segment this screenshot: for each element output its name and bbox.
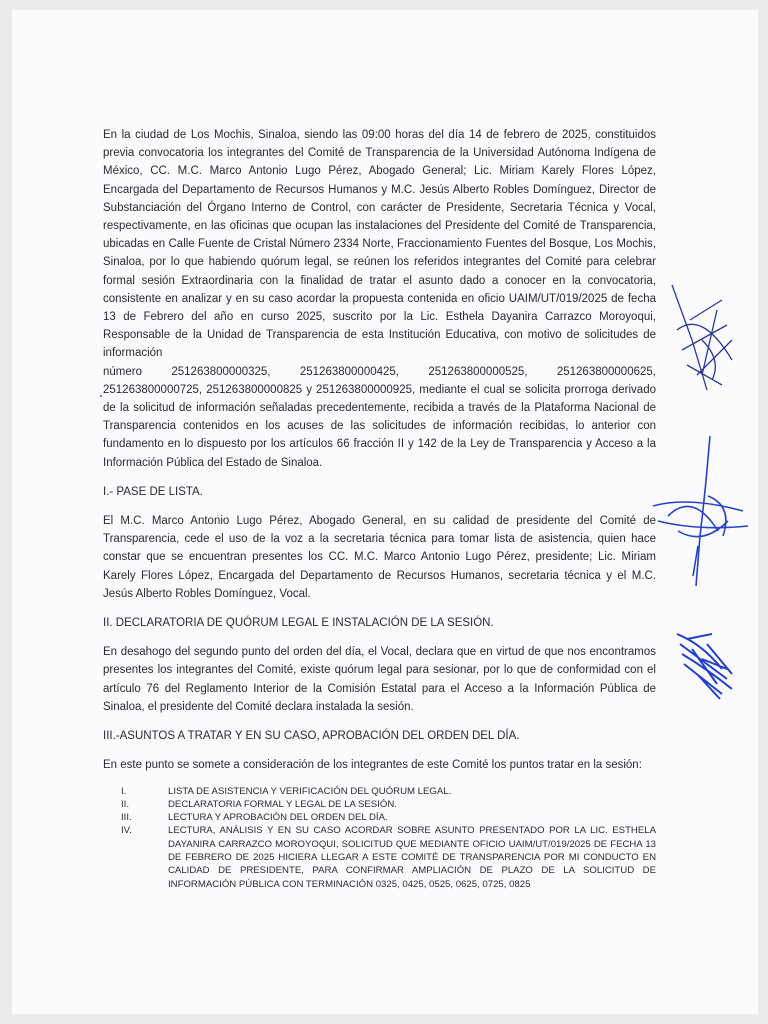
intro-paragraph-end: 251263800000725, 251263800000825 y 251263800000925, mediante el cual se solicita prorroga derivado de la solicitud de información señaladas precedentemente, recibida a través de la Plataforma Nacional de Transparencia contenidos en los acuses de las solicitudes de información recibidas, lo anterior con fundamento en lo dispuesto por los artículos 66 fracción II y 142 de la Ley de Transparencia y Acceso a la Información Pública del Estado de Sinaloa. (103, 383, 656, 469)
agenda-list (121, 785, 656, 891)
signature-1 (662, 280, 742, 400)
intro-paragraph: En la ciudad de Los Mochis, Sinaloa, siendo las 09:00 horas del día 14 de febrero de 2025, constituidos previa convocatoria los integrantes del Comité de Transparencia de la Universidad Autónoma Indígena de México, CC. M.C. Marco Antonio Lugo Pérez, Abogado General; Lic. Miriam Karely Flores López, Encargada del Departamento de Recursos Humanos y M.C. Jesús Alberto Robles Domínguez, Director de Substanciación del Órgano Interno de Control, con carácter de Presidente, Secretaria Técnica y Vocal, respectivamente, en las oficinas que ocupan las instalaciones del Presidente del Comité de Transparencia, ubicadas en Calle Fuente de Cristal Número 2334 Norte, Fraccionamiento Fuentes del Bosque, Los Mochis, Sinaloa, por lo que habiendo quórum legal, se reúnen los referidos integrantes del Comité para celebrar formal sesión Extraordinaria con la finalidad de tratar el asunto dado a conocer en la convocatoria, consistente en analizar y en su caso acordar la propuesta contenida en oficio UAIM/UT/019/2025 de fecha 13 de Febrero del año en curso 2025, suscrito por la Lic. Esthela Dayanira Carrazco Moroyoqui, Responsable de la Unidad de Transparencia de esta Institución Educativa, con motivo de solicitudes de información (103, 129, 656, 360)
request-numbers-line: número 251263800000325, 251263800000425, 251263800000525, 251263800000625, (103, 365, 656, 378)
agenda-item-number: I. (121, 785, 127, 797)
agenda-item-text: DECLARATORIA FORMAL Y LEGAL DE LA SESIÓN. (168, 798, 397, 810)
agenda-item (121, 824, 656, 890)
agenda-item (121, 811, 656, 824)
section-3-text: En este punto se somete a consideración de los integrantes de este Comité los puntos tratar en la sesión: (103, 759, 642, 772)
stray-mark (100, 395, 102, 397)
section-3-title: III.-ASUNTOS A TRATAR Y EN SU CASO, APROBACIÓN DEL ORDEN DEL DÍA. (103, 730, 520, 743)
agenda-item-number: II. (121, 798, 129, 810)
section-2-title: II. DECLARATORIA DE QUÓRUM LEGAL E INSTALACIÓN DE LA SESIÓN. (103, 617, 494, 630)
section-2-text: En desahogo del segundo punto del orden del día, el Vocal, declara que en virtud de que nos encontramos presentes los integrantes del Comité, existe quórum legal para sesionar, por lo que de conformidad con el artículo 76 del Reglamento Interior de la Comisión Estatal para el Acceso a la Información Pública de Sinaloa, el presidente del Comité declara instalada la sesión. (103, 646, 656, 713)
section-1-title: I.- PASE DE LISTA. (103, 485, 203, 498)
agenda-item-text: LISTA DE ASISTENCIA Y VERIFICACIÓN DEL QUÓRUM LEGAL. (168, 785, 452, 797)
agenda-item-number: IV. (121, 825, 132, 837)
signature-2 (648, 436, 758, 596)
agenda-item (121, 798, 656, 811)
agenda-item-text: LECTURA, ANÁLISIS Y EN SU CASO ACORDAR SOBRE ASUNTO PRESENTADO POR LA LIC. ESTHELA DAYANIRA CARRAZCO MOROYOQUI, SOLICITUD QUE MEDIANTE OFICIO UAIM/UT/019/2025 DE FECHA 13 DE FEBRERO DE 2025 HICIERA LLEGAR A ESTE COMITÉ DE TRANSPARENCIA POR MI CONDUCTO EN CALIDAD DE PRESIDENTE, PARA CONFIRMAR AMPLIACIÓN DE PLAZO DE LA SOLICITUD DE INFORMACIÓN PÚBLICA CON TERMINACIÓN 0325, 0425, 0525, 0625, 0725, 0825 (168, 825, 656, 890)
agenda-item-number: III. (121, 812, 132, 824)
section-1-text: El M.C. Marco Antonio Lugo Pérez, Abogado General, en su calidad de presidente del Comité de Transparencia, cede el uso de la voz a la secretaria técnica para tomar lista de asistencia, quien hace constar que se encuentran presentes los CC. M.C. Marco Antonio Lugo Pérez, presidente; Lic. Miriam Karely Flores López, Encargada del Departamento de Recursos Humanos, secretaria técnica y el M.C. Jesús Alberto Robles Domínguez, Vocal. (103, 515, 656, 600)
signature-3 (672, 624, 742, 704)
agenda-item (121, 785, 656, 798)
agenda-item-text: LECTURA Y APROBACIÓN DEL ORDEN DEL DÍA. (168, 812, 388, 824)
document-body (103, 126, 656, 891)
